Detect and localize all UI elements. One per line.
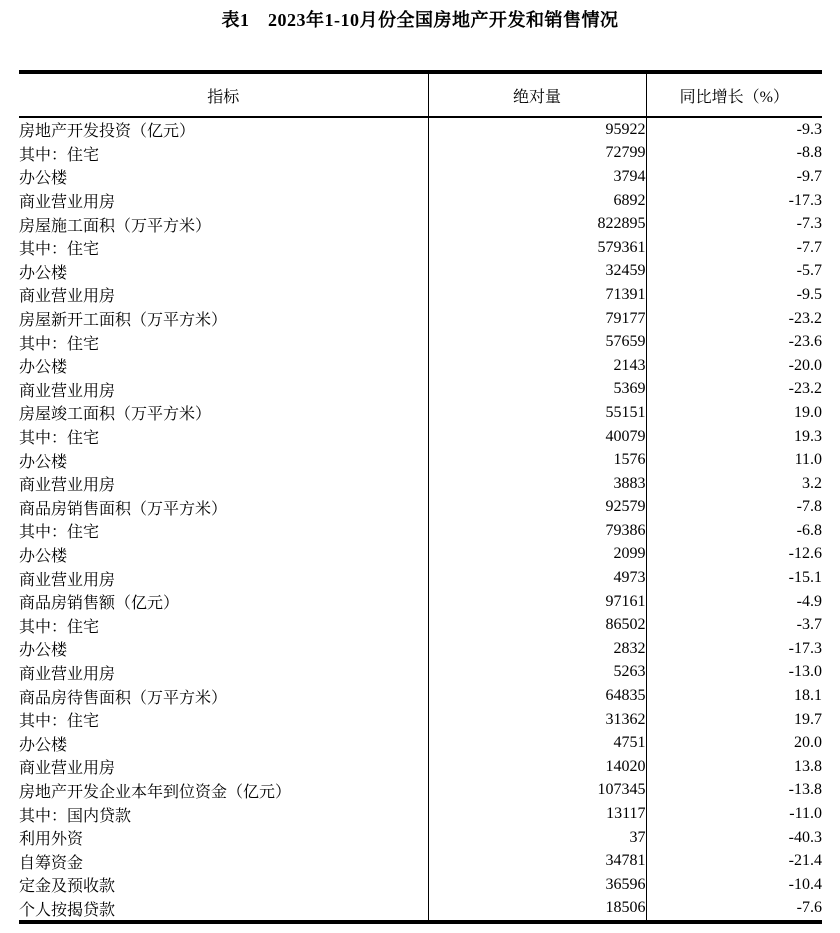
table-row <box>19 142 822 166</box>
growth-cell: -13.0 <box>788 663 822 681</box>
table-row <box>19 897 822 923</box>
column-header-indicator: 指标 <box>19 72 428 117</box>
indicator-cell: 其中：住宅 <box>19 519 428 543</box>
absolute-value-cell: 5263 <box>428 661 646 685</box>
indicator-cell: 房屋施工面积（万平方米） <box>19 212 428 236</box>
growth-cell: -17.3 <box>788 191 822 209</box>
growth-cell: -9.3 <box>796 120 822 138</box>
growth-cell: -20.0 <box>788 356 822 374</box>
absolute-value-cell: 6892 <box>428 189 646 213</box>
indicator-cell: 其中：国内贷款 <box>19 802 428 826</box>
indicator-cell: 办公楼 <box>19 731 428 755</box>
table-row <box>19 496 822 520</box>
indicator-cell: 办公楼 <box>19 637 428 661</box>
table-row <box>19 590 822 614</box>
growth-cell: -7.3 <box>796 215 822 233</box>
growth-cell: 19.3 <box>794 427 822 445</box>
column-header-yoy-growth: 同比增长（%） <box>646 72 822 117</box>
growth-cell: -7.7 <box>796 238 822 256</box>
table-row <box>19 260 822 284</box>
growth-cell: -23.6 <box>788 333 822 351</box>
indicator-cell: 其中：住宅 <box>19 142 428 166</box>
absolute-value-cell: 79386 <box>428 519 646 543</box>
table-row <box>19 802 822 826</box>
growth-cell: -17.3 <box>788 639 822 657</box>
table-row <box>19 401 822 425</box>
absolute-value-cell: 36596 <box>428 873 646 897</box>
table-row <box>19 283 822 307</box>
header-row <box>19 72 822 117</box>
absolute-value-cell: 34781 <box>428 849 646 873</box>
absolute-value-cell: 14020 <box>428 755 646 779</box>
indicator-cell: 商品房待售面积（万平方米） <box>19 684 428 708</box>
indicator-cell: 商业营业用房 <box>19 283 428 307</box>
indicator-cell: 个人按揭贷款 <box>19 897 428 923</box>
absolute-value-cell: 55151 <box>428 401 646 425</box>
table-row <box>19 330 822 354</box>
growth-cell: -4.9 <box>796 592 822 610</box>
growth-cell: -13.8 <box>788 781 822 799</box>
indicator-cell: 利用外资 <box>19 826 428 850</box>
table-row <box>19 826 822 850</box>
table-row <box>19 731 822 755</box>
absolute-value-cell: 107345 <box>428 779 646 803</box>
growth-cell: -7.8 <box>796 498 822 516</box>
absolute-value-cell: 5369 <box>428 378 646 402</box>
absolute-value-cell: 57659 <box>428 330 646 354</box>
absolute-value-cell: 64835 <box>428 684 646 708</box>
table-row <box>19 637 822 661</box>
table-row <box>19 189 822 213</box>
indicator-cell: 商品房销售额（亿元） <box>19 590 428 614</box>
table-row <box>19 566 822 590</box>
indicator-cell: 商业营业用房 <box>19 189 428 213</box>
growth-cell: -9.7 <box>796 167 822 185</box>
table-body <box>19 117 822 922</box>
absolute-value-cell: 2832 <box>428 637 646 661</box>
indicator-cell: 商业营业用房 <box>19 378 428 402</box>
indicator-cell: 房地产开发企业本年到位资金（亿元） <box>19 779 428 803</box>
table-row <box>19 354 822 378</box>
absolute-value-cell: 13117 <box>428 802 646 826</box>
growth-cell: -7.6 <box>796 899 822 917</box>
growth-cell: -11.0 <box>789 805 822 823</box>
growth-cell: -9.5 <box>796 285 822 303</box>
table-row <box>19 519 822 543</box>
absolute-value-cell: 31362 <box>428 708 646 732</box>
table-row <box>19 212 822 236</box>
column-header-absolute-value: 绝对量 <box>428 72 646 117</box>
absolute-value-cell: 97161 <box>428 590 646 614</box>
indicator-cell: 办公楼 <box>19 543 428 567</box>
table-row <box>19 307 822 331</box>
indicator-cell: 其中：住宅 <box>19 425 428 449</box>
absolute-value-cell: 40079 <box>428 425 646 449</box>
growth-cell: 3.2 <box>802 474 822 492</box>
real-estate-stats-table <box>19 70 822 924</box>
table-row <box>19 448 822 472</box>
absolute-value-cell: 72799 <box>428 142 646 166</box>
growth-cell: -10.4 <box>788 875 822 893</box>
indicator-cell: 其中：住宅 <box>19 330 428 354</box>
absolute-value-cell: 2099 <box>428 543 646 567</box>
growth-cell: -6.8 <box>796 521 822 539</box>
absolute-value-cell: 4973 <box>428 566 646 590</box>
table-row <box>19 684 822 708</box>
absolute-value-cell: 95922 <box>428 117 646 142</box>
absolute-value-cell: 92579 <box>428 496 646 520</box>
growth-cell: -12.6 <box>788 545 822 563</box>
growth-cell: -23.2 <box>788 309 822 327</box>
growth-cell: 19.0 <box>794 403 822 421</box>
absolute-value-cell: 32459 <box>428 260 646 284</box>
growth-cell: -23.2 <box>788 380 822 398</box>
table-row <box>19 849 822 873</box>
table-container <box>19 70 822 924</box>
indicator-cell: 商品房销售面积（万平方米） <box>19 496 428 520</box>
indicator-cell: 办公楼 <box>19 354 428 378</box>
indicator-cell: 其中：住宅 <box>19 613 428 637</box>
table-row <box>19 543 822 567</box>
absolute-value-cell: 3883 <box>428 472 646 496</box>
table-row <box>19 472 822 496</box>
indicator-cell: 办公楼 <box>19 165 428 189</box>
absolute-value-cell: 86502 <box>428 613 646 637</box>
growth-cell: 13.8 <box>794 757 822 775</box>
growth-cell: -40.3 <box>788 828 822 846</box>
table-row <box>19 755 822 779</box>
growth-cell: 19.7 <box>794 710 822 728</box>
growth-cell: 11.0 <box>794 451 822 469</box>
indicator-cell: 办公楼 <box>19 260 428 284</box>
absolute-value-cell: 79177 <box>428 307 646 331</box>
indicator-cell: 房屋竣工面积（万平方米） <box>19 401 428 425</box>
indicator-cell: 商业营业用房 <box>19 755 428 779</box>
page-title: 表1 2023年1-10月份全国房地产开发和销售情况 <box>221 10 619 30</box>
absolute-value-cell: 37 <box>428 826 646 850</box>
indicator-cell: 房屋新开工面积（万平方米） <box>19 307 428 331</box>
table-row <box>19 613 822 637</box>
indicator-cell: 定金及预收款 <box>19 873 428 897</box>
indicator-cell: 办公楼 <box>19 448 428 472</box>
growth-cell: -21.4 <box>788 852 822 870</box>
indicator-cell: 商业营业用房 <box>19 661 428 685</box>
indicator-cell: 其中：住宅 <box>19 708 428 732</box>
table-row <box>19 708 822 732</box>
growth-cell: -5.7 <box>796 262 822 280</box>
absolute-value-cell: 1576 <box>428 448 646 472</box>
indicator-cell: 房地产开发投资（亿元） <box>19 117 428 142</box>
absolute-value-cell: 822895 <box>428 212 646 236</box>
growth-cell: 18.1 <box>794 687 822 705</box>
table-row <box>19 378 822 402</box>
growth-cell: 20.0 <box>794 734 822 752</box>
table-row <box>19 873 822 897</box>
table-row <box>19 425 822 449</box>
absolute-value-cell: 71391 <box>428 283 646 307</box>
indicator-cell: 商业营业用房 <box>19 472 428 496</box>
absolute-value-cell: 579361 <box>428 236 646 260</box>
absolute-value-cell: 18506 <box>428 897 646 923</box>
growth-cell: -15.1 <box>788 569 822 587</box>
absolute-value-cell: 2143 <box>428 354 646 378</box>
absolute-value-cell: 4751 <box>428 731 646 755</box>
indicator-cell: 商业营业用房 <box>19 566 428 590</box>
table-row <box>19 117 822 142</box>
table-row <box>19 779 822 803</box>
growth-cell: -8.8 <box>796 144 822 162</box>
table-row <box>19 661 822 685</box>
indicator-cell: 其中：住宅 <box>19 236 428 260</box>
absolute-value-cell: 3794 <box>428 165 646 189</box>
table-row <box>19 236 822 260</box>
growth-cell: -3.7 <box>796 616 822 634</box>
table-row <box>19 165 822 189</box>
indicator-cell: 自筹资金 <box>19 849 428 873</box>
